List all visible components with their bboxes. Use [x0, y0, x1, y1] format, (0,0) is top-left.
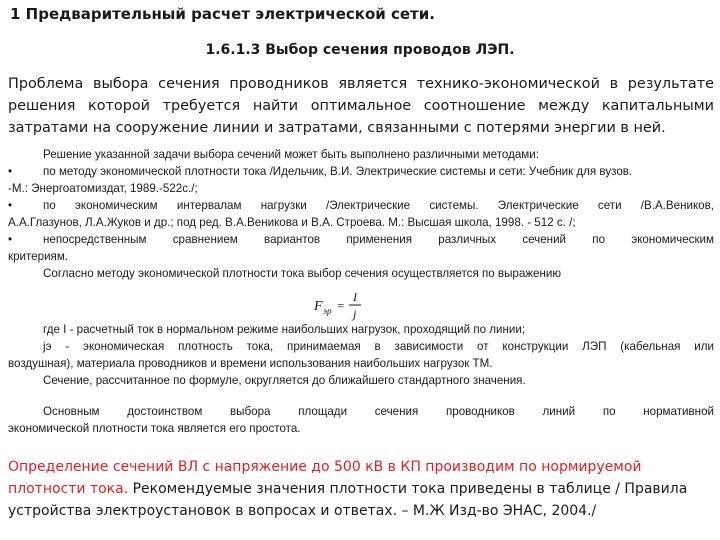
formula-lhs-subscript: эр — [323, 306, 332, 316]
bullet-icon: • — [8, 199, 13, 212]
advantage-paragraph — [8, 403, 714, 437]
explanation-line-3: воздушная), материала проводников и времени использования наибольших нагрузок TM. — [8, 357, 493, 370]
note-line-3: устройства электроустановок в вопросах и ответах. – М.Ж Изд-во ЭНАС, 2004./ — [8, 503, 597, 519]
intro-line-1: Проблема выбора сечения проводников является технико-экономической в результате — [8, 76, 714, 92]
note-line-2-black: Рекомендуемые значения плотности тока приведены в таблице / Правила — [128, 481, 688, 497]
page-header: 1 Предварительный расчет электрической сети. — [10, 5, 435, 23]
formula-equals: = — [337, 298, 345, 313]
method-item-1-line-1: по методу экономической плотности тока /Идельчик, В.И. Электрические системы и сети: Учебник для вузов. — [43, 165, 633, 178]
intro-line-3: затратами на сооружение линии и затратами, связанными с потерями энергии в ней. — [8, 120, 666, 136]
methods-lead: Решение указанной задачи выбора сечений может быть выполнено различными методами: — [43, 148, 539, 161]
method-item-2 — [8, 197, 714, 214]
explanation-line-4: Сечение, рассчитанное по формуле, округляется до ближайшего стандартного значения. — [43, 374, 526, 387]
method-item-2-line-1: по экономическим интервалам нагрузки /Электрические системы. Электрические сети /В.А.Веников, — [43, 199, 714, 212]
method-item-1 — [8, 163, 714, 180]
note-line-2-red: плотности тока. — [8, 481, 129, 497]
note-line-2 — [8, 478, 714, 500]
method-item-2-line-2: А.А.Глазунов, Л.А.Жуков и др.; под ред. В.А.Веникова и В.А. Строева. М.: Высшая школа, 1998. - 512 с. /; — [8, 216, 576, 229]
intro-paragraph — [8, 73, 714, 139]
explanation-line-1: где I - расчетный ток в нормальном режиме наибольших нагрузок, проходящий по линии; — [43, 323, 526, 336]
advantage-line-1: Основным достоинством выбора площади сечения проводников линий по нормативной — [43, 405, 714, 418]
formula-explanation — [8, 321, 714, 389]
formula-denominator: j — [353, 307, 357, 321]
formula — [290, 289, 380, 323]
method-item-1-line-2: -М.: Энергоатомиздат, 1989.-522с./; — [8, 182, 198, 195]
methods-section — [8, 146, 714, 282]
intro-line-2: решения которой требуется найти оптимальное соотношение между капитальными — [8, 98, 714, 114]
design-note — [8, 456, 714, 522]
method-item-3 — [8, 231, 714, 248]
explanation-line-2: jэ - экономическая плотность тока, принимаемая в зависимости от конструкции ЛЭП (кабельная или — [43, 340, 714, 353]
method-item-3-line-1: непосредственным сравнением вариантов применения различных сечений по экономическим — [43, 233, 714, 246]
method-item-3-line-2: критериям. — [8, 250, 69, 263]
advantage-line-2: экономической плотности тока является его простота. — [8, 422, 301, 435]
formula-lhs: F — [314, 299, 323, 314]
bullet-icon: • — [8, 233, 13, 246]
methods-closing: Согласно методу экономической плотности тока выбор сечения осуществляется по выражению — [43, 267, 562, 280]
note-line-1: Определение сечений ВЛ с напряжение до 500 кВ в КП производим по нормируемой — [8, 459, 642, 475]
section-title: 1.6.1.3 Выбор сечения проводов ЛЭП. — [205, 42, 515, 58]
bullet-icon: • — [8, 165, 13, 178]
formula-numerator: I — [353, 290, 357, 304]
